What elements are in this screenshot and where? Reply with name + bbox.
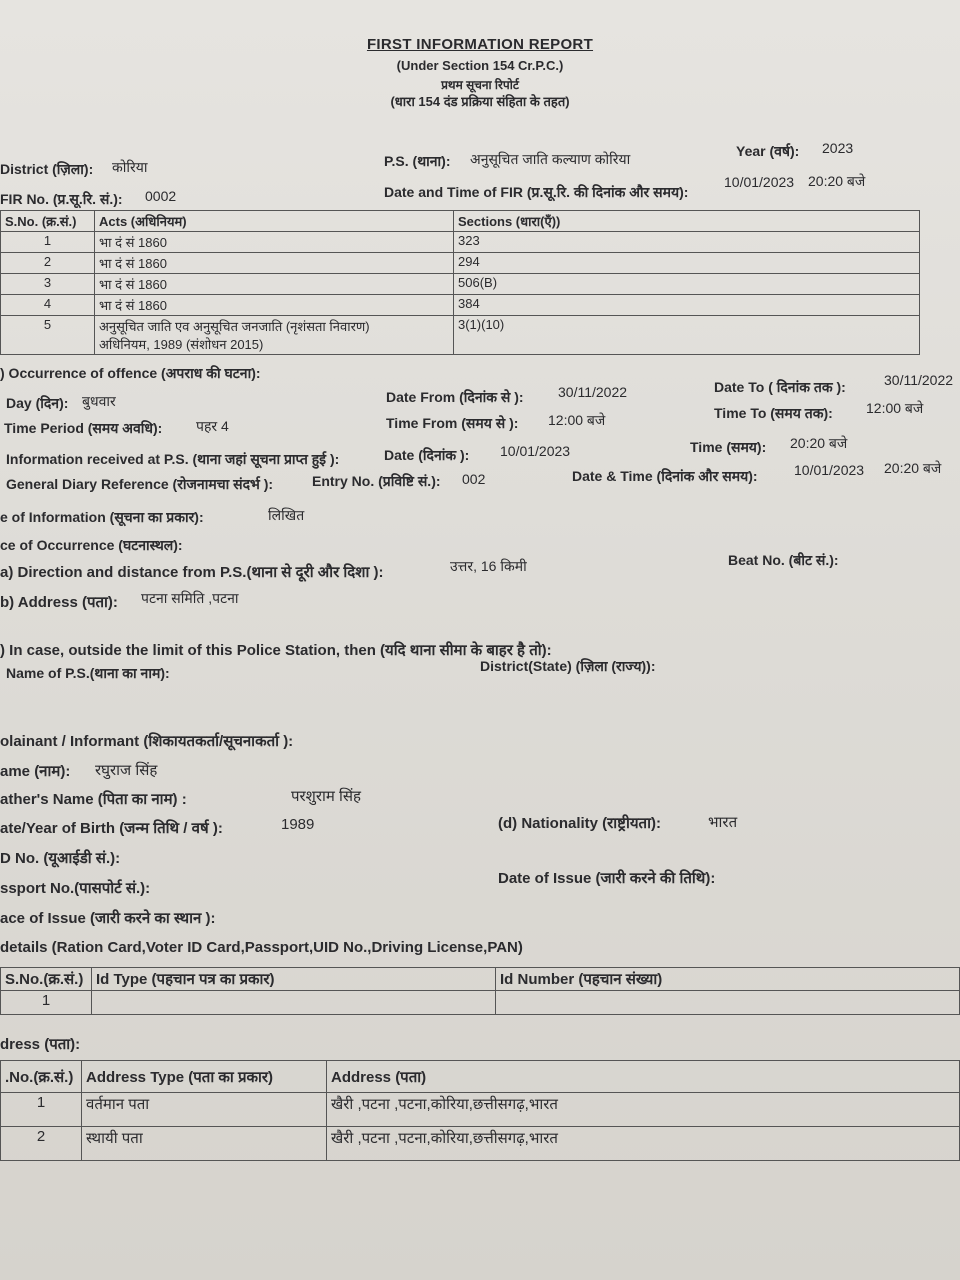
acts-col-sections: Sections (धारा(एँ)) (454, 211, 920, 232)
issue-date-label: Date of Issue (जारी करने की तिथि): (498, 870, 716, 887)
acts-act-line2: अधिनियम, 1989 (संशोधन 2015) (99, 337, 264, 352)
id-table (0, 967, 960, 1015)
complainant-heading: olainant / Informant (शिकायतकर्ता/सूचनाकर्ता ): (0, 733, 294, 750)
table-row (1, 1093, 960, 1127)
father-name-value: परशुराम सिंह (291, 788, 362, 805)
dob-value: 1989 (281, 816, 315, 833)
date-from-label: Date From (दिनांक से ): (386, 389, 524, 405)
acts-sno: 5 (1, 316, 95, 355)
acts-act: अनुसूचित जाति एव अनुसूचित जनजाति (नृशंसता निवारण) (99, 319, 370, 334)
fir-datetime-label: Date and Time of FIR (प्र.सू.रि. की दिनांक और समय): (384, 184, 689, 200)
addr-col-type: Address Type (पता का प्रकार) (82, 1061, 327, 1093)
gd-time-value: 20:20 बजे (884, 460, 942, 476)
address-label: b) Address (पता): (0, 594, 118, 611)
info-time-value: 20:20 बजे (790, 435, 848, 451)
issue-place-label: ace of Issue (जारी करने का स्थान ): (0, 910, 216, 927)
address-header-row (1, 1061, 960, 1093)
acts-sno: 3 (1, 274, 95, 295)
time-to-value: 12:00 बजे (866, 400, 924, 416)
name-value: रघुराज सिंह (95, 762, 158, 779)
ps-name-label: Name of P.S.(थाना का नाम): (6, 665, 170, 681)
id-details-label: details (Ration Card,Voter ID Card,Passport,UID No.,Driving License,PAN) (0, 939, 523, 956)
acts-act: भा दं सं 1860 (95, 295, 454, 316)
id-sno: 1 (1, 991, 92, 1015)
addr-col-address: Address (पता) (327, 1061, 960, 1093)
table-row (1, 1127, 960, 1161)
direction-value: उत्तर, 16 किमी (450, 558, 527, 574)
addr-sno: 2 (1, 1127, 82, 1161)
fir-date: 10/01/2023 (724, 174, 795, 190)
info-date-label: Date (दिनांक ): (384, 447, 470, 463)
district-label: District (ज़िला): (0, 161, 94, 177)
id-number (496, 991, 960, 1015)
direction-label: a) Direction and distance from P.S.(थाना से दूरी और दिशा ): (0, 564, 384, 581)
address-value: पटना समिति ,पटना (141, 590, 239, 606)
date-to-value: 30/11/2022 (884, 372, 954, 388)
table-row (1, 232, 920, 253)
district-value: कोरिया (112, 159, 148, 175)
date-from-value: 30/11/2022 (558, 384, 628, 400)
addr-type: वर्तमान पता (82, 1093, 327, 1127)
outside-ps-label: ) In case, outside the limit of this Police Station, then (यदि थाना सीमा के बाहर है तो): (0, 642, 552, 659)
address-table (0, 1060, 960, 1161)
day-label: Day (दिन): (6, 395, 69, 411)
info-received-label: Information received at P.S. (थाना जहां सूचना प्राप्त हुई ): (6, 451, 340, 467)
addr-type: स्थायी पता (82, 1127, 327, 1161)
year-value: 2023 (822, 140, 854, 156)
addr-value: खैरी ,पटना ,पटना,कोरिया,छत्तीसगढ़,भारत (327, 1093, 960, 1127)
district-state-label: District(State) (ज़िला (राज्य)): (480, 658, 656, 674)
occurrence-heading: ) Occurrence of offence (अपराध की घटना): (0, 365, 261, 381)
id-col-type: Id Type (पहचान पत्र का प्रकार) (92, 968, 496, 991)
info-time-label: Time (समय): (690, 439, 767, 455)
acts-sno: 4 (1, 295, 95, 316)
time-to-label: Time To (समय तक): (714, 405, 833, 421)
acts-section: 294 (454, 253, 920, 274)
acts-sno: 1 (1, 232, 95, 253)
acts-section: 506(B) (454, 274, 920, 295)
place-heading: ce of Occurrence (घटनास्थल): (0, 537, 183, 553)
table-row (1, 274, 920, 295)
info-type-value: लिखित (268, 507, 305, 523)
gd-reference-label: General Diary Reference (रोजनामचा संदर्भ ): (6, 476, 274, 492)
document-subtitle-hindi-2: (धारा 154 दंड प्रक्रिया संहिता के तहत) (390, 94, 570, 109)
ps-label: P.S. (थाना): (384, 153, 451, 169)
acts-act: भा दं सं 1860 (95, 274, 454, 295)
entry-no-value: 002 (462, 471, 486, 487)
dob-label: ate/Year of Birth (जन्म तिथि / वर्ष ): (0, 820, 223, 837)
uid-label: D No. (यूआईडी सं.): (0, 850, 121, 867)
addr-sno: 1 (1, 1093, 82, 1127)
name-label: ame (नाम): (0, 763, 71, 780)
address-heading: dress (पता): (0, 1036, 81, 1053)
acts-sno: 2 (1, 253, 95, 274)
document-title: FIRST INFORMATION REPORT (366, 36, 594, 53)
acts-act-cell (95, 316, 454, 355)
gd-date-value: 10/01/2023 (794, 462, 865, 478)
gd-datetime-label: Date & Time (दिनांक और समय): (572, 468, 758, 484)
info-type-label: e of Information (सूचना का प्रकार): (0, 509, 204, 525)
acts-col-act: Acts (अधिनियम) (95, 211, 454, 232)
addr-col-sno: .No.(क्र.सं.) (1, 1061, 82, 1093)
time-period-label: Time Period (समय अवधि): (4, 420, 163, 436)
year-label: Year (वर्ष): (736, 143, 800, 159)
father-name-label: ather's Name (पिता का नाम) : (0, 791, 187, 808)
ps-value: अनुसूचित जाति कल्याण कोरिया (470, 151, 631, 167)
id-col-number: Id Number (पहचान संख्या) (496, 968, 960, 991)
acts-section: 323 (454, 232, 920, 253)
acts-act: भा दं सं 1860 (95, 253, 454, 274)
fir-no-value: 0002 (145, 188, 177, 204)
table-row (1, 253, 920, 274)
id-type (92, 991, 496, 1015)
info-date-value: 10/01/2023 (500, 443, 571, 459)
acts-header-row (1, 211, 920, 232)
id-col-sno: S.No.(क्र.सं.) (1, 968, 92, 991)
nationality-value: भारत (708, 814, 738, 831)
fir-no-label: FIR No. (प्र.सू.रि. सं.): (0, 191, 123, 207)
beat-no-label: Beat No. (बीट सं.): (728, 552, 839, 568)
entry-no-label: Entry No. (प्रविष्टि सं.): (312, 473, 441, 489)
time-from-value: 12:00 बजे (548, 412, 606, 428)
acts-section: 384 (454, 295, 920, 316)
date-to-label: Date To ( दिनांक तक ): (714, 379, 846, 395)
acts-act: भा दं सं 1860 (95, 232, 454, 253)
time-period-value: पहर 4 (196, 418, 229, 434)
time-from-label: Time From (समय से ): (386, 415, 519, 431)
addr-value: खैरी ,पटना ,पटना,कोरिया,छत्तीसगढ़,भारत (327, 1127, 960, 1161)
table-row (1, 295, 920, 316)
id-header-row (1, 968, 960, 991)
table-row (1, 316, 920, 355)
acts-col-sno: S.No. (क्र.सं.) (1, 211, 95, 232)
fir-time: 20:20 बजे (808, 173, 866, 189)
day-value: बुधवार (82, 393, 116, 409)
acts-section: 3(1)(10) (454, 316, 920, 355)
table-row (1, 991, 960, 1015)
document-subtitle-hindi: प्रथम सूचना रिपोर्ट (441, 78, 519, 92)
acts-table (0, 210, 920, 355)
nationality-label: (d) Nationality (राष्ट्रीयता): (498, 815, 661, 832)
document-subtitle: (Under Section 154 Cr.P.C.) (396, 58, 564, 73)
passport-label: ssport No.(पासपोर्ट सं.): (0, 880, 151, 897)
